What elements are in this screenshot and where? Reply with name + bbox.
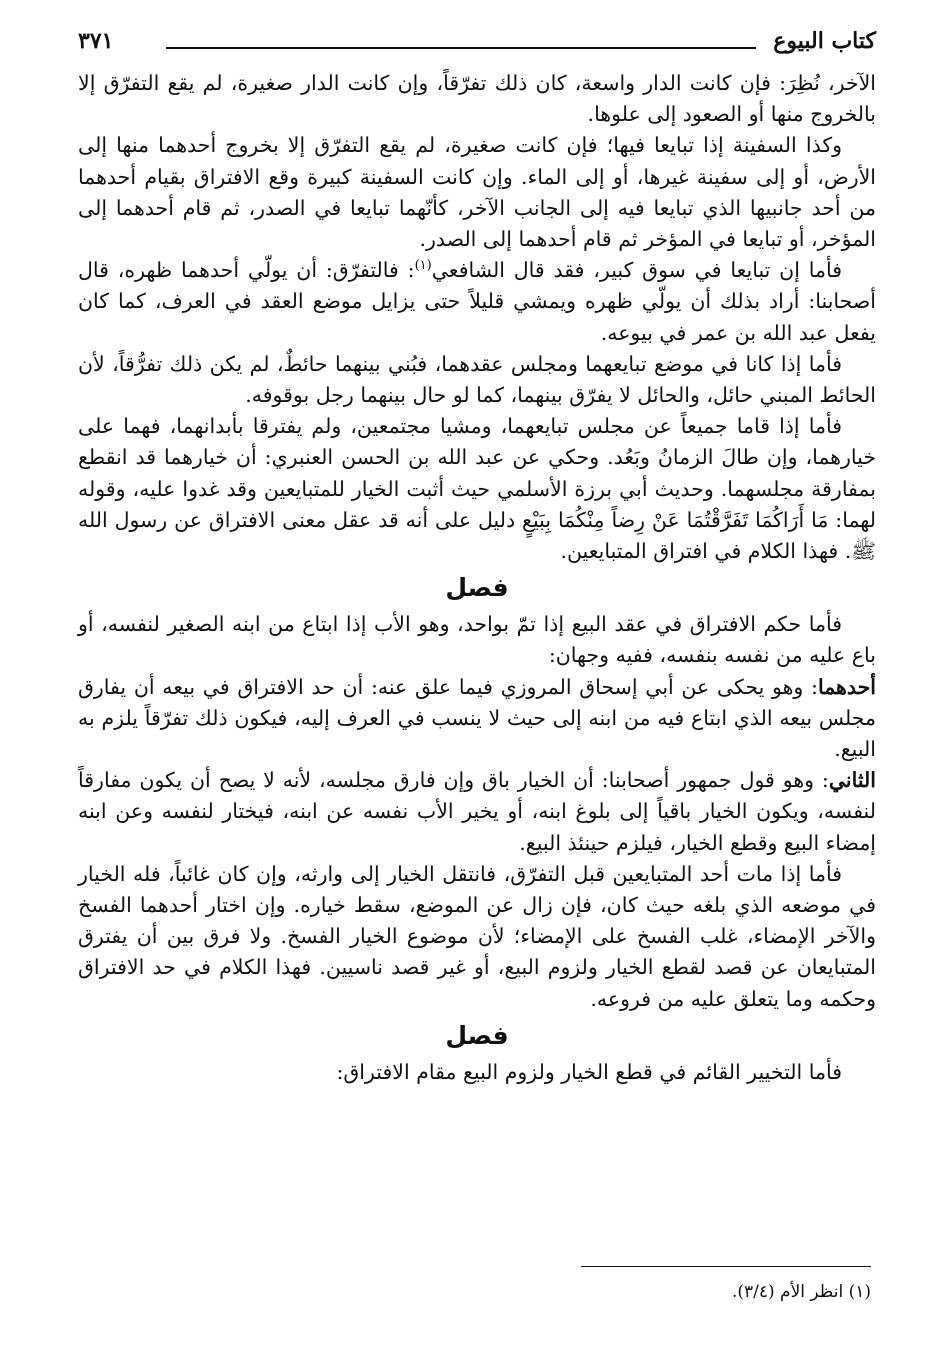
paragraph-second-view	[78, 765, 876, 859]
footnote-reference[interactable]: (١)	[414, 258, 432, 274]
bold-label: أحدهما	[817, 674, 876, 699]
paragraph-text: : فالتفرّق: أن يولّي أحدهما ظهره، قال أصحابنا: أراد بذلك أن يولّي ظهره ويمشي قليلاً حتى يزايل موضع العقد في العرف، كما كان يفعل عبد الله بن عمر في بيوعه.	[78, 258, 876, 345]
paragraph-text: فأما إن تبايعا في سوق كبير، فقد قال الشافعي	[431, 258, 843, 283]
paragraph-shafii	[78, 255, 876, 349]
paragraph-text: : وهو يحكى عن أبي إسحاق المروزي فيما علق عنه: أن حد الافتراق في بيعه أن يفارق مجلس بيعه الذي ابتاع فيه من ابنه إلى حيث لا ينسب في العرف إليه، فيكون ذلك تفرّقاً يلزم به البيع.	[78, 674, 876, 762]
footnote-rule	[581, 1266, 871, 1267]
paragraph: وكذا السفينة إذا تبايعا فيها؛ فإن كانت صغيرة، لم يقع التفرّق إلا بخروج أحدهما منها إلى الأرض، أو إلى سفينة غيرها، أو إلى الماء. وإن كانت السفينة كبيرة وقع الافتراق بقيام أحدهما من أحد جانبيها الذي تبايعا فيه إلى الجانب الآخر، كأنّهما تبايعا في الصدر، ثم قام أحدهما إلى المؤخر، أو تبايعا في المؤخر ثم قام أحدهما إلى الصدر.	[78, 133, 876, 252]
paragraph-text: : وهو قول جمهور أصحابنا: أن الخيار باق وإن فارق مجلسه، لأنه لا يصح أن يكون مفارقاً لنفسه، ويكون الخيار باقياً إلى بلوغ ابنه، أو يخير الأب نفسه عن ابنه، فيختار لنفسه وعن ابنه إمضاء البيع وقطع الخيار، فيلزم حينئذ البيع.	[78, 768, 876, 855]
paragraph: الآخر، نُظِرَ: فإن كانت الدار واسعة، كان ذلك تفرّقاً، وإن كانت الدار صغيرة، لم يقع التفرّق إلا بالخروج منها أو الصعود إلى علوها.	[78, 71, 876, 127]
page-header	[78, 28, 876, 64]
section-heading: فصل	[445, 1020, 509, 1050]
paragraph: فأما إذا كانا في موضع تبايعهما ومجلس عقدهما، فبُني بينهما حائطٌ، لم يكن ذلك تفرُّقاً، لأن الحائط المبني حائل، والحائل لا يفرّق بينهما، كما لو حال بينهما رجل بوقوفه.	[78, 351, 876, 408]
bold-label: الثاني	[828, 768, 876, 793]
header-rule	[166, 47, 756, 49]
page	[78, 28, 876, 1088]
page-number: ٣٧١	[78, 28, 114, 54]
footnote: (١) انظر الأم (٣/٤).	[731, 1282, 871, 1302]
paragraph-first-view	[78, 672, 876, 766]
paragraph: فأما حكم الافتراق في عقد البيع إذا تمّ بواحد، وهو الأب إذا ابتاع من ابنه الصغير لنفسه، أو باع عليه من نفسه بنفسه، ففيه وجهان:	[78, 612, 876, 668]
paragraph: فأما التخيير القائم في قطع الخيار ولزوم البيع مقام الافتراق:	[336, 1059, 842, 1084]
book-title: كتاب البيوع	[773, 28, 876, 54]
paragraph: فأما إذا مات أحد المتبايعين قبل التفرّق، فانتقل الخيار إلى وارثه، وإن كان غائباً، فله الخيار في موضعه الذي بلغه حيث كان، فإن زال عن الموضع، سقط خياره. وإن اختار أحدهما الفسخ والآخر الإمضاء، غلب الفسخ على الإمضاء؛ لأن موضوع الخيار الفسخ. ولا فرق بين أن يفترق المتبايعان عن قصد لقطع الخيار ولزوم البيع، أو غير قصد ناسيين. فهذا الكلام في حد الافتراق وحكمه وما يتعلق عليه من فروعه.	[78, 861, 876, 1011]
section-heading: فصل	[445, 573, 509, 603]
paragraph: فأما إذا قاما جميعاً عن مجلس تبايعهما، ومشيا مجتمعين، ولم يفترقا بأبدانهما، فهما على خيارهما، وإن طالَ الزمانُ وبَعُد. وحكي عن عبد الله بن الحسن العنبري: أن خيارهما قد انقطع بمفارقة مجلسهما. وحديث أبي برزة الأسلمي حيث أثبت الخيار للمتبايعين وقد غدوا عليه، وقوله لهما: مَا أَرَاكُمَا تَفَرَّقْتُمَا عَنْ رِضاً مِنْكُمَا بِبَيْعٍ دليل على أنه قد عقل معنى الافتراق عن رسول الله ﷺ. فهذا الكلام في افتراق المتبايعين.	[78, 414, 876, 564]
body-text	[78, 68, 876, 1088]
